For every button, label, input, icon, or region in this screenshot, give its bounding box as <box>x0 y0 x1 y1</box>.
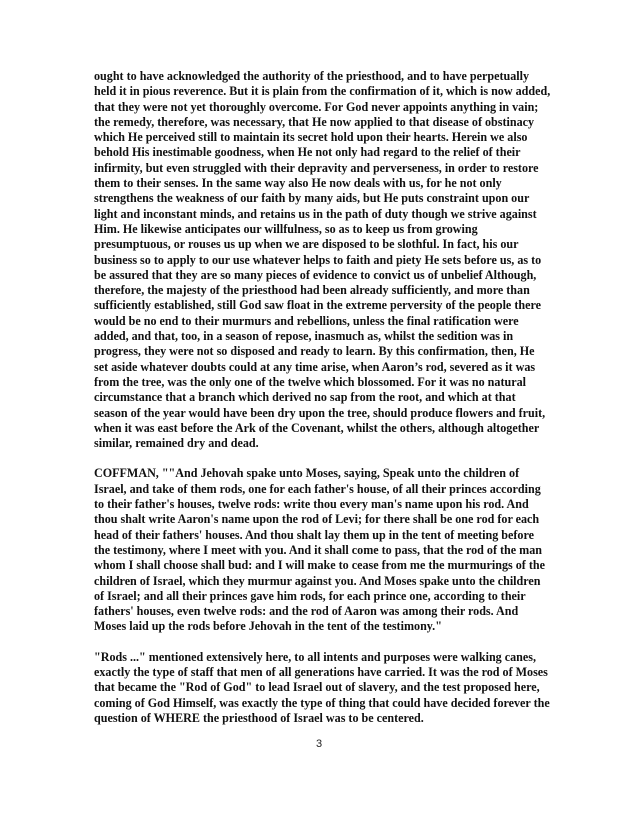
document-body <box>94 69 551 741</box>
paragraph-coffman-quote: COFFMAN, ""And Jehovah spake unto Moses, saying, Speak unto the children of Israel, and take of them rods, one for each father's house, of all their princes according to their father's houses, twelve rods: write thou every man's name upon his rod. And thou shalt write Aaron's name upon the rod of Levi; for there shall be one rod for each head of their fathers' houses. And thou shalt lay them up in the tent of meeting before the testimony, where I meet with you. And it shall come to pass, that the rod of the man whom I shall choose shall bud: and I will make to cease from me the murmurings of the children of Israel, which they murmur against you. And Moses spake unto the children of Israel; and all their princes gave him rods, for each prince one, according to their fathers' houses, even twelve rods: and the rod of Aaron was among their rods. And Moses laid up the rods before Jehovah in the tent of the testimony." <box>94 466 545 634</box>
paragraph-rods-explanation: "Rods ..." mentioned extensively here, to all intents and purposes were walking canes, exactly the type of staff that men of all generations have carried. It was the rod of Moses that became the "Rod of God" to lead Israel out of slavery, and the test proposed here, coming of God Himself, was exactly the type of thing that could have decided forever the question of WHERE the priesthood of Israel was to be centered. <box>94 649 550 725</box>
paragraph-calvin-commentary: ought to have acknowledged the authority of the priesthood, and to have perpetually held it in pious reverence. But it is plain from the confirmation of it, which is now added, that they were not yet thoroughly overcome. For God never appoints anything in vain; the remedy, therefore, was necessary, that He now applied to that disease of obstinacy which He perceived still to maintain its secret hold upon their hearts. Herein we also behold His inestimable goodness, when He not only had regard to the relief of their infirmity, but even struggled with their depravity and perverseness, in order to restore them to their senses. In the same way also He now deals with us, for he not only strengthens the weakness of our faith by many aids, but He puts constraint upon our light and inconstant minds, and retains us in the path of duty though we strive against Him. He likewise anticipates our willfulness, so as to keep us from growing presumptuous, or rouses us up when we are disposed to be slothful. In fact, his our business so to apply to our use whatever helps to faith and piety He sets before us, as to be assured that they are so many pieces of evidence to convict us of unbelief Although, therefore, the majesty of the priesthood had been already sufficiently, and more than sufficiently established, still God saw float in the extreme perversity of the people there would be no end to their murmurs and rebellions, unless the final ratification were added, and that, too, in a season of repose, inasmuch as, whilst the sedition was in progress, they were not so disposed and ready to learn. By this confirmation, then, He set aside whatever doubts could at any time arise, when Aaron’s rod, severed as it was from the tree, was the only one of the twelve which blossomed. For it was no natural circumstance that a branch which derived no sap from the root, and which at that season of the year would have been dry upon the tree, should produce flowers and fruit, when it was east before the Ark of the Covenant, whilst the others, although altogether similar, remained dry and dead. <box>94 69 551 451</box>
page-number: 3 <box>315 738 323 750</box>
